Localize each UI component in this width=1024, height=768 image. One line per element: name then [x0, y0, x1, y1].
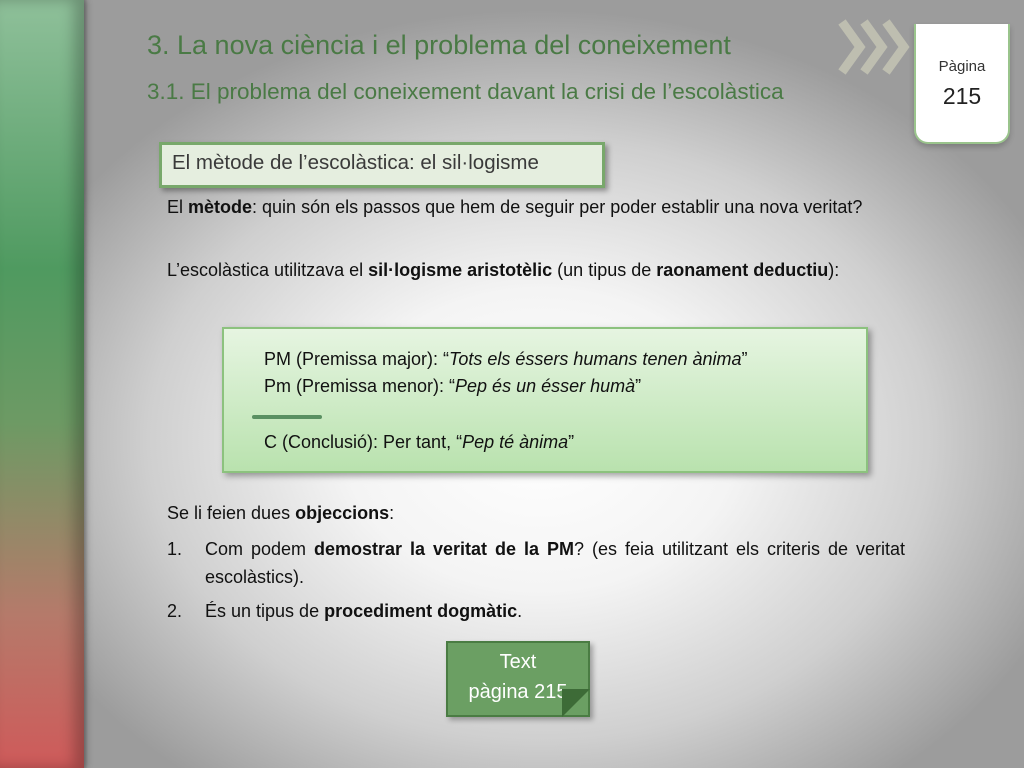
page-subtitle: 3.1. El problema del coneixement davant la crisi de l’escolàstica — [147, 79, 784, 104]
button-line: pàgina 215 — [468, 681, 568, 703]
close-quote: ” — [568, 432, 575, 452]
text-run: Se li feien dues — [167, 503, 296, 523]
premise-label: PM (Premissa major): “ — [264, 349, 450, 369]
objections-intro — [167, 499, 905, 527]
text-run: . — [517, 601, 523, 621]
section-heading-box — [159, 142, 605, 188]
divider-line — [252, 415, 322, 419]
text-run: És un tipus de — [205, 601, 325, 621]
page-title: 3. La nova ciència i el problema del coneixement — [147, 30, 731, 60]
close-quote: ” — [635, 376, 642, 396]
chevron-arrows-icon — [834, 18, 924, 76]
text-run: (un tipus de — [552, 260, 657, 280]
bold-term: objeccions — [295, 503, 390, 523]
premise-label: Pm (Premissa menor): “ — [264, 376, 456, 396]
list-number: 2. — [167, 601, 183, 621]
list-item-text — [205, 535, 905, 591]
button-line: Text — [499, 651, 537, 673]
folded-corner-icon — [562, 689, 590, 717]
major-premise — [264, 349, 748, 370]
method-paragraph — [167, 193, 905, 221]
bold-term: raonament deductiu — [656, 260, 829, 280]
syllogism-box — [222, 327, 868, 473]
bold-term: demostrar la veritat de la PM — [314, 539, 575, 559]
minor-premise — [264, 376, 641, 397]
premise-text: Tots els éssers humans tenen ànima — [449, 349, 742, 369]
text-run: Com podem — [205, 539, 315, 559]
list-item — [167, 535, 905, 591]
text-run: ): — [828, 260, 840, 280]
bold-term: sil·logisme aristotèlic — [368, 260, 553, 280]
page-number-tab — [914, 24, 1010, 144]
close-quote: ” — [741, 349, 748, 369]
bold-term: mètode — [188, 197, 253, 217]
conclusion — [264, 432, 574, 453]
bold-term: procediment dogmàtic — [324, 601, 518, 621]
list-number: 1. — [167, 539, 183, 559]
text-run: : quin són els passos que hem de seguir per poder establir una nova veritat? — [252, 197, 863, 217]
text-page-link-button[interactable] — [446, 641, 590, 717]
page-label: Pàgina — [938, 58, 986, 75]
text-run: L’escolàstica utilitzava el — [167, 260, 369, 280]
list-item — [167, 597, 905, 625]
conclusion-text: Pep té ànima — [462, 432, 569, 452]
text-run: : — [389, 503, 395, 523]
scholastic-paragraph — [167, 256, 905, 284]
sidebar-gradient-bar — [0, 0, 84, 768]
text-run: El — [167, 197, 189, 217]
page-number: 215 — [942, 83, 982, 109]
section-heading: El mètode de l’escolàstica: el sil·logisme — [172, 151, 539, 174]
text-run: ? (es feia utilitzant els criteris de veritat escolàstics). — [205, 539, 906, 587]
conclusion-label: C (Conclusió): Per tant, “ — [264, 432, 463, 452]
premise-text: Pep és un ésser humà — [455, 376, 636, 396]
list-item-text — [205, 597, 905, 625]
